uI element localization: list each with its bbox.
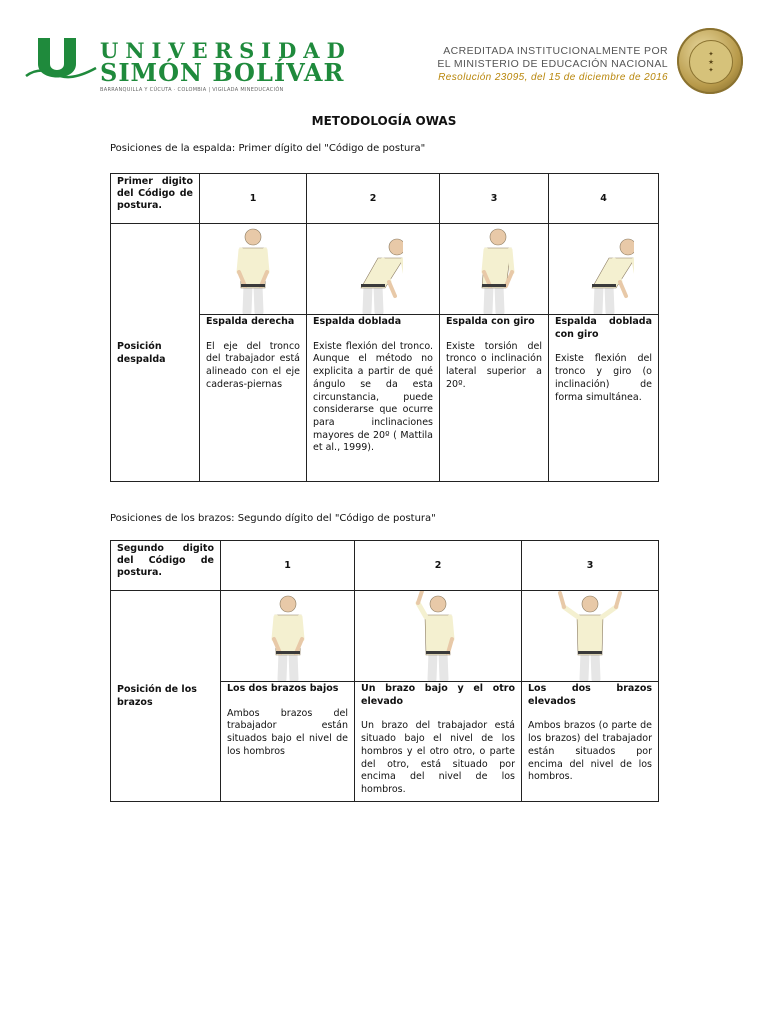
accreditation-text [437, 45, 668, 84]
arms-cell [355, 591, 522, 802]
arms-desc: Un brazo del trabajador está situado bajo el nivel de los hombros y el otro otro, o parte del otro, está situado por encima del nivel de los hombros. [361, 720, 515, 795]
back-col-num: 1 [200, 174, 307, 224]
back-desc: Existe torsión del tronco o inclinación lateral superior a 20º. [446, 340, 542, 390]
page-header [0, 0, 768, 105]
back-col-num: 3 [440, 174, 549, 224]
arms-cell [522, 591, 659, 802]
back-col-num: 4 [549, 174, 659, 224]
arm-positions-table [110, 540, 659, 802]
back-positions-table [110, 173, 659, 482]
back-cell [307, 224, 440, 482]
worker-figure [522, 591, 658, 682]
arms-cell [221, 591, 355, 802]
worker-figure [355, 591, 521, 682]
arms-col-num: 3 [522, 541, 659, 591]
back-title: Espalda derecha [206, 316, 295, 327]
arms-header-label: Segundo digito del Código de postura. [111, 541, 221, 591]
arms-desc: Ambos brazos (o parte de los brazos) del trabajador están situados por encima del nivel de los hombros. [528, 720, 652, 783]
university-word: UNIVERSIDAD [100, 38, 352, 63]
worker-figure [200, 224, 306, 315]
arms-title: Un brazo bajo y el otro elevado [361, 683, 515, 707]
accreditation-resolution: Resolución 23095, del 15 de diciembre de 2016 [438, 72, 668, 83]
back-title: Espalda doblada [313, 316, 402, 327]
quality-seal-icon: ✦ ★ ✦ [677, 28, 743, 94]
accreditation-line-1: ACREDITADA INSTITUCIONALMENTE POR [443, 45, 668, 57]
worker-figure [440, 224, 548, 315]
arms-caption: Posiciones de los brazos: Segundo dígito del "Código de postura" [110, 513, 436, 524]
arms-title: Los dos brazos elevados [528, 683, 652, 707]
arms-col-num: 2 [355, 541, 522, 591]
university-name: SIMÓN BOLÍVAR [100, 58, 345, 87]
arms-col-num: 1 [221, 541, 355, 591]
back-desc: El eje del tronco del trabajador está alineado con el eje caderas-piernas [206, 340, 300, 390]
university-cities: BARRANQUILLA Y CÚCUTA · COLOMBIA | VIGILADA MINEDUCACIÓN [100, 87, 284, 93]
page-title: METODOLOGÍA OWAS [311, 114, 457, 128]
arms-title: Los dos brazos bajos [227, 683, 339, 694]
back-row-label: Posición despalda [111, 224, 200, 482]
worker-figure [307, 224, 439, 315]
back-header-label: Primer digito del Código de postura. [111, 174, 200, 224]
back-cell [549, 224, 659, 482]
worker-figure [221, 591, 354, 682]
back-title: Espalda con giro [446, 316, 535, 327]
arms-row-label: Posición de los brazos [111, 591, 221, 802]
back-desc: Existe flexión del tronco y giro (o inclinación) de forma simultánea. [555, 353, 652, 403]
back-col-num: 2 [307, 174, 440, 224]
worker-figure [549, 224, 658, 315]
arms-desc: Ambos brazos del trabajador están situados bajo el nivel de los hombros [227, 707, 348, 757]
university-logo-icon [24, 36, 100, 86]
back-cell [440, 224, 549, 482]
back-title: Espalda doblada con giro [555, 316, 652, 340]
accreditation-line-2: EL MINISTERIO DE EDUCACIÓN NACIONAL [437, 58, 668, 70]
back-cell [200, 224, 307, 482]
back-desc: Existe flexión del tronco. Aunque el método no explicita a partir de qué ángulo se da esta circunstancia, puede considerarse que ocurre para inclinaciones mayores de 20º ( Mattila et al., 1999). [313, 340, 433, 454]
back-caption: Posiciones de la espalda: Primer dígito del "Código de postura" [110, 143, 426, 154]
